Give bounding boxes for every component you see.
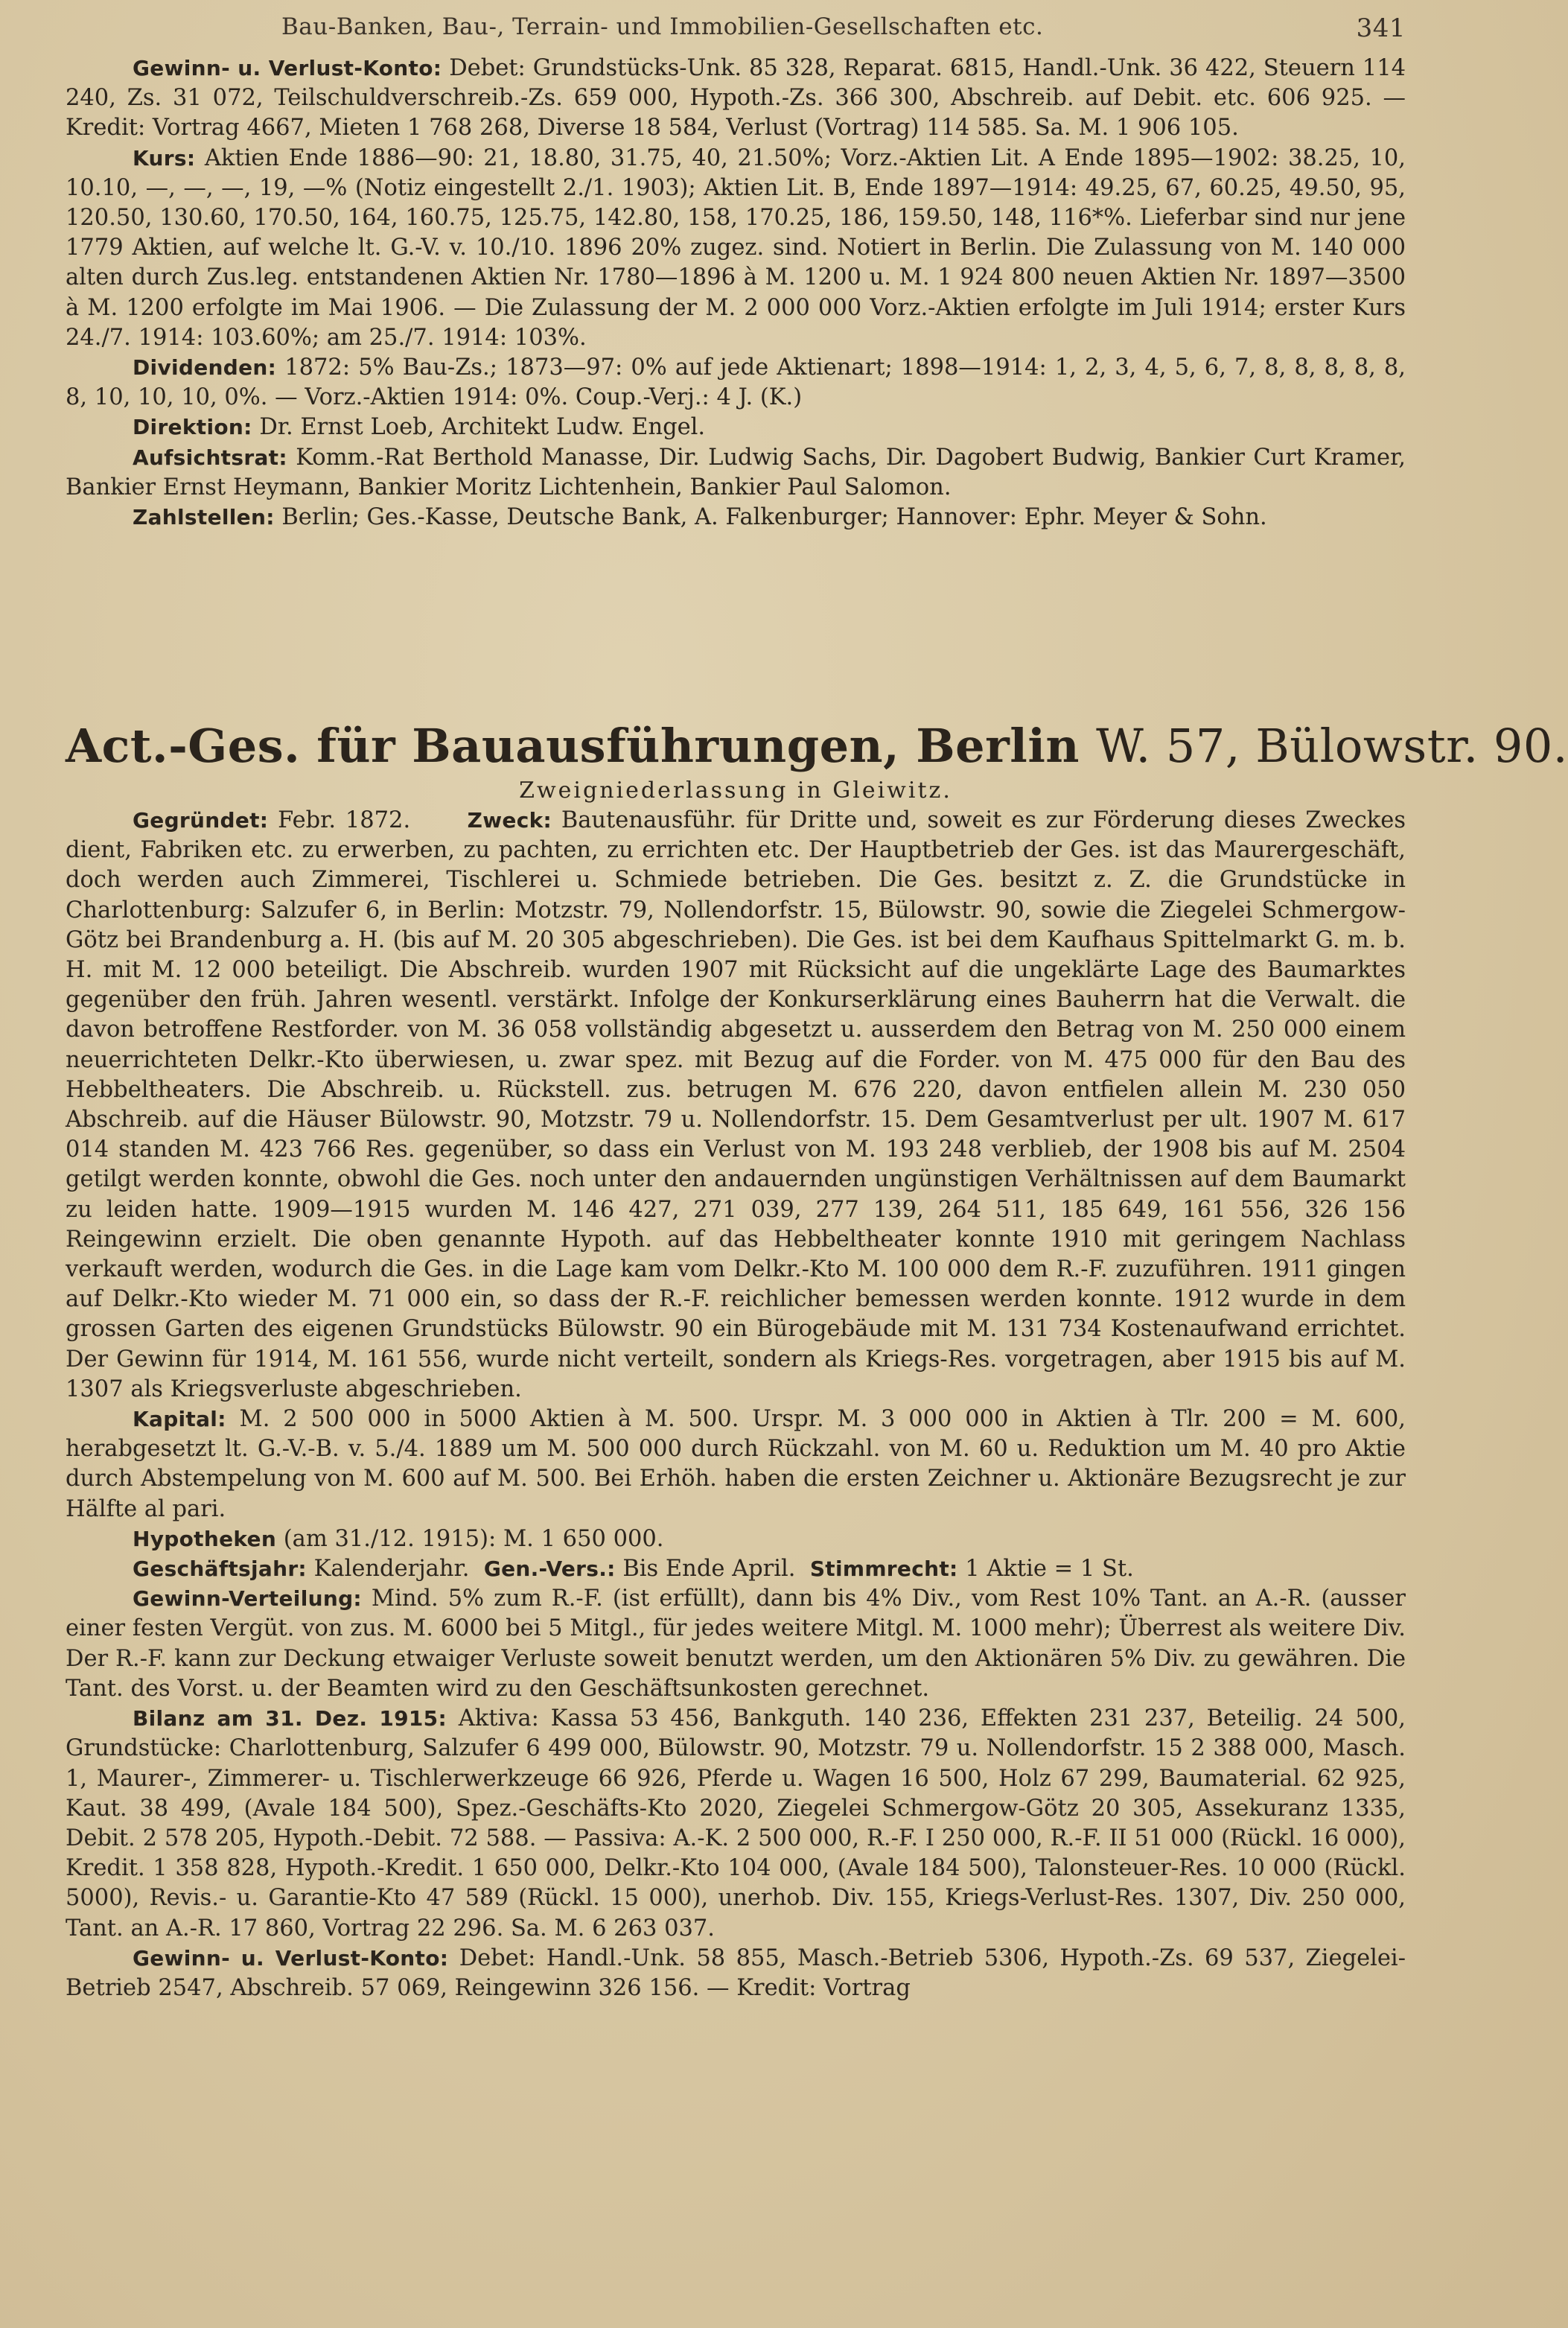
prev-zs-paragraph	[66, 503, 1406, 532]
zweck-label: Zweck:	[467, 808, 552, 833]
prev-kurs-label: Kurs:	[133, 145, 196, 171]
bilanz-label: Bilanz am 31. Dez. 1915:	[133, 1706, 447, 1731]
hyp-text: (am 31./12. 1915): M. 1 650 000.	[283, 1525, 664, 1552]
running-head-title: Bau-Banken, Bau-, Terrain- und Immobilien-Gesellschaften etc.	[281, 13, 1044, 40]
prev-dir-paragraph	[66, 413, 1406, 442]
zweck-text: Bautenausführ. für Dritte und, soweit es zur Förderung dieses Zweckes dient, Fabriken etc. zu erwerben, zu pachten, zu errichten etc. Der Hauptbetrieb der Ges. ist das Maurergeschäft, doch werden auch Zimmerei, Tischlerei u. Schmiede betrieben. Die Ges. besitzt z. Z. die Grundstücke in Charlottenburg: Salzufer 6, in Berlin: Motzstr. 79, Nollendorfstr. 15, Bülowstr. 90, sowie die Ziegelei Schmergow-Götz bei Brandenburg a. H. (bis auf M. 20 305 abgeschrieben). Die Ges. ist bei dem Kaufhaus Spittelmarkt G. m. b. H. mit M. 12 000 beteiligt. Die Abschreib. wurden 1907 mit Rücksicht auf die ungeklärte Lage des Baumarktes gegenüber den früh. Jahren wesentl. verstärkt. Infolge der Konkurserklärung eines Bauherrn hat die Verwalt. die davon betroffene Restforder. von M. 36 058 vollständig abgesetzt u. ausserdem den Betrag von M. 250 000 einem neuerrichteten Delkr.-Kto überwiesen, u. zwar spez. mit Bezug auf die Forder. von M. 475 000 für den Bau des Hebbeltheaters. Die Abschreib. u. Rückstell. zus. betrugen M. 676 220, davon entfielen allein M. 230 050 Abschreib. auf die Häuser Bülowstr. 90, Motzstr. 79 u. Nollendorfstr. 15. Dem Gesamtverlust per ult. 1907 M. 617 014 standen M. 423 766 Res. gegenüber, so dass ein Verlust von M. 193 248 verblieb, der 1908 bis auf M. 2504 getilgt werden konnte, obwohl die Ges. noch unter den andauernden ungünstigen Verhältnissen auf dem Baumarkt zu leiden hatte. 1909—1915 wurden M. 146 427, 271 039, 277 139, 264 511, 185 649, 161 556, 326 156 Reingewinn erzielt. Die oben genannte Hypoth. auf das Hebbeltheater konnte 1910 mit geringem Nachlass verkauft werden, wodurch die Ges. in die Lage kam vom Delkr.-Kto M. 100 000 dem R.-F. zuzuführen. 1911 gingen auf Delkr.-Kto wieder M. 71 000 ein, so dass der R.-F. reichlicher bemessen werden konnte. 1912 wurde in dem grossen Garten des eigenen Grundstücks Bülowstr. 90 ein Bürogebäude mit M. 131 734 Kostenaufwand errichtet. Der Gewinn für 1914, M. 161 556, wurde nicht verteilt, sondern als Kriegs-Res. vorgetragen, aber 1915 bis auf M. 1307 als Kriegsverluste abgeschrieben.	[66, 807, 1406, 1402]
prev-ar-text: Komm.-Rat Berthold Manasse, Dir. Ludwig Sachs, Dir. Dagobert Budwig, Bankier Curt Kramer, Bankier Ernst Heymann, Bankier Moritz Lichtenhein, Bankier Paul Salomon.	[66, 444, 1406, 500]
company-entry	[66, 716, 1568, 2003]
prev-dir-text: Dr. Ernst Loeb, Architekt Ludw. Engel.	[259, 414, 706, 441]
gewv-text: Mind. 5% zum R.-F. (ist erfüllt), dann bis 4% Div., vom Rest 10% Tant. an A.-R. (ausser einer festen Vergüt. von zus. M. 6000 bei 5 Mitgl., für jedes weitere Mitgl. M. 1000 mehr); Überrest als weitere Div. Der R.-F. kann zur Deckung etwaiger Verluste soweit benutzt werden, um den Aktionären 5% Div. zu gewähren. Die Tant. des Vorst. u. der Beamten wird zu den Geschäftsunkosten gerechnet.	[66, 1586, 1406, 1702]
gvk-text: Debet: Handl.-Unk. 58 855, Masch.-Betrieb 5306, Hypoth.-Zs. 69 537, Ziegelei-Betrieb 2547, Abschreib. 57 069, Reingewinn 326 156. — Kredit: Vortrag	[66, 1944, 1406, 2001]
gvk-label: Gewinn- u. Verlust-Konto:	[133, 1945, 449, 1971]
prev-ar-label: Aufsichtsrat:	[133, 445, 287, 470]
prev-gv-paragraph	[66, 54, 1406, 144]
gewv-label: Gewinn-Verteilung:	[133, 1586, 362, 1612]
bilanz-text: Aktiva: Kassa 53 456, Bankguth. 140 236, Effekten 231 237, Beteilig. 24 500, Grundstücke: Charlottenburg, Salzufer 6 499 000, Bülowstr. 90, Motzstr. 79 u. Nollendorfstr. 15 2 388 000, Masch. 1, Maurer-, Zimmerer- u. Tischlerwerkzeuge 66 926, Pferde u. Wagen 16 500, Holz 67 299, Baumaterial. 62 925, Kaut. 38 499, (Avale 184 500), Spez.-Geschäfts-Kto 2020, Ziegelei Schmergow-Götz 20 305, Assekuranz 1335, Debit. 2 578 205, Hypoth.-Debit. 72 588. — Passiva: A.-K. 2 500 000, R.-F. I 250 000, R.-F. II 51 000 (Rückl. 16 000), Kredit. 1 358 828, Hypoth.-Kredit. 1 650 000, Delkr.-Kto 104 000, (Avale 184 500), Talonsteuer-Res. 10 000 (Rückl. 5000), Revis.- u. Garantie-Kto 47 589 (Rückl. 15 000), unerhob. Div. 155, Kriegs-Verlust-Res. 1307, Div. 250 000, Tant. an A.-R. 17 860, Vortrag 22 296. Sa. M. 6 263 037.	[66, 1705, 1406, 1941]
previous-company-section	[66, 54, 1406, 532]
prev-zs-text: Berlin; Ges.-Kasse, Deutsche Bank, A. Falkenburger; Hannover: Ephr. Meyer & Sohn.	[281, 504, 1267, 531]
company-branch: Zweigniederlassung in Gleiwitz.	[519, 777, 952, 804]
company-name: Act.-Ges. für Bauausführungen, Berlin	[66, 719, 1080, 773]
stimmrecht-text: 1 Aktie = 1 St.	[965, 1556, 1134, 1583]
prev-kurs-paragraph	[66, 144, 1406, 353]
kapital-text: M. 2 500 000 in 5000 Aktien à M. 500. Urspr. M. 3 000 000 in Aktien à Tlr. 200 = M. 600, herabgesetzt lt. G.-V.-B. v. 5./4. 1889 um M. 500 000 durch Rückzahl. von M. 60 u. Reduktion um M. 40 pro Aktie durch Abstempelung von M. 600 auf M. 500. Bei Erhöh. haben die ersten Zeichner u. Aktionäre Bezugsrecht je zur Hälfte al pari.	[66, 1406, 1406, 1522]
prev-ar-paragraph	[66, 443, 1406, 503]
prev-div-paragraph	[66, 353, 1406, 413]
prev-div-text: 1872: 5% Bau-Zs.; 1873—97: 0% auf jede Aktienart; 1898—1914: 1, 2, 3, 4, 5, 6, 7, 8, 8, 8, 8, 8, 8, 10, 10, 10, 0%. — Vorz.-Aktien 1914: 0%. Coup.-Verj.: 4 J. (K.)	[66, 354, 1406, 411]
company-heading	[66, 716, 1568, 776]
founding-purpose-paragraph	[66, 806, 1406, 1405]
gewinnverteilung-paragraph	[66, 1584, 1406, 1704]
prev-dir-label: Direktion:	[133, 415, 252, 440]
gj-text: Kalenderjahr.	[313, 1556, 470, 1583]
prev-div-label: Dividenden:	[133, 355, 277, 381]
gv-konto-paragraph	[66, 1944, 1406, 2003]
bilanz-paragraph	[66, 1704, 1406, 1944]
prev-gv-text: Debet: Grundstücks-Unk. 85 328, Reparat. 6815, Handl.-Unk. 36 422, Steuern 114 240, Zs. 31 072, Teilschuldverschreib.-Zs. 659 000, Hypoth.-Zs. 366 300, Abschreib. auf Debit. etc. 606 925. — Kredit: Vortrag 4667, Mieten 1 768 268, Diverse 18 584, Verlust (Vortrag) 114 585. Sa. M. 1 906 105.	[66, 55, 1406, 141]
gj-label: Geschäftsjahr:	[133, 1556, 307, 1582]
genvers-text: Bis Ende April.	[622, 1556, 796, 1583]
prev-gv-label: Gewinn- u. Verlust-Konto:	[133, 56, 442, 80]
gegr-label: Gegründet:	[133, 808, 269, 833]
hypotheken-paragraph	[66, 1524, 1406, 1554]
page-number: 341	[1356, 13, 1406, 43]
stimmrecht-label: Stimmrecht:	[809, 1556, 958, 1582]
hyp-label: Hypotheken	[133, 1526, 277, 1551]
prev-zs-label: Zahlstellen:	[133, 505, 275, 530]
genvers-label: Gen.-Vers.:	[483, 1556, 616, 1582]
fiscal-paragraph	[66, 1554, 1406, 1584]
running-head	[281, 13, 1406, 51]
prev-kurs-text: Aktien Ende 1886—90: 21, 18.80, 31.75, 40, 21.50%; Vorz.-Aktien Lit. A Ende 1895—1902: 38.25, 10, 10.10, —, —, —, 19, —% (Notiz eingestellt 2./1. 1903); Aktien Lit. B, Ende 1897—1914: 49.25, 67, 60.25, 49.50, 95, 120.50, 130.60, 170.50, 164, 160.75, 125.75, 142.80, 158, 170.25, 186, 159.50, 148, 116*%. Lieferbar sind nur jene 1779 Aktien, auf welche lt. G.-V. v. 10./10. 1896 20% zugez. sind. Notiert in Berlin. Die Zulassung von M. 140 000 alten durch Zus.leg. entstandenen Aktien Nr. 1780—1896 à M. 1200 u. M. 1 924 800 neuen Aktien Nr. 1897—3500 à M. 1200 erfolgte im Mai 1906. — Die Zulassung der M. 2 000 000 Vorz.-Aktien erfolgte im Juli 1914; erster Kurs 24./7. 1914: 103.60%; am 25./7. 1914: 103%.	[66, 144, 1406, 351]
kapital-label: Kapital:	[133, 1407, 226, 1432]
gegr-text: Febr. 1872.	[278, 807, 411, 833]
company-address: W. 57, Bülowstr. 90.	[1096, 719, 1568, 773]
kapital-paragraph	[66, 1405, 1406, 1524]
